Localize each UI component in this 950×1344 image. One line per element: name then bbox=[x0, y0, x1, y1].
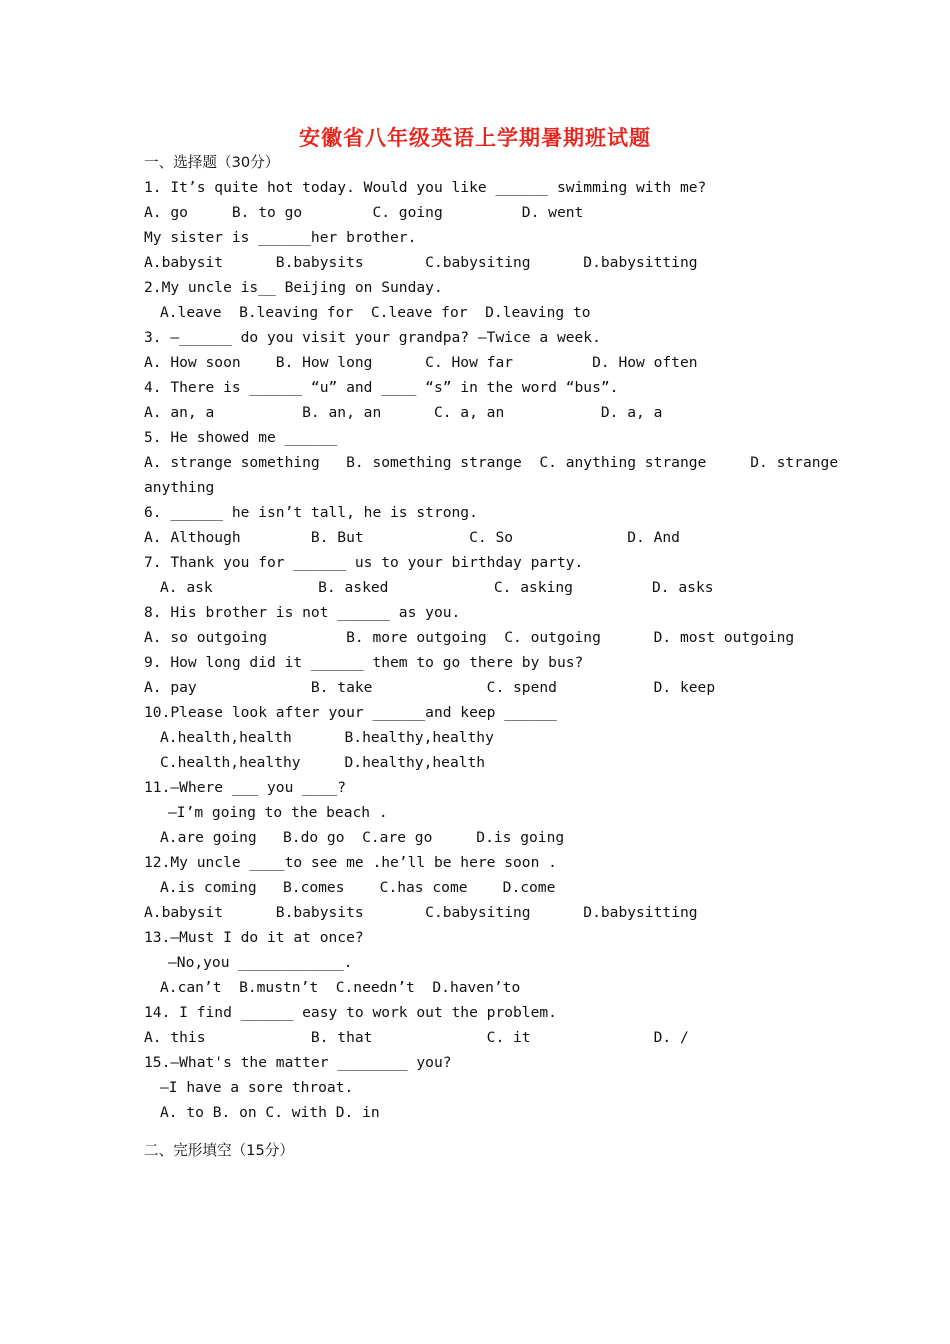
text-line: —No,you ____________. bbox=[168, 954, 353, 971]
text-line: A. ask B. asked C. asking D. asks bbox=[160, 579, 714, 596]
text-line: A.babysit B.babysits C.babysiting D.babysitting bbox=[144, 904, 698, 921]
text-line: 3. —______ do you visit your grandpa? —Twice a week. bbox=[144, 329, 601, 346]
text-line: anything bbox=[144, 479, 215, 496]
text-line: 9. How long did it ______ them to go there by bus? bbox=[144, 654, 584, 671]
text-line: 11.—Where ___ you ____? bbox=[144, 779, 347, 796]
text-line: A.leave B.leaving for C.leave for D.leaving to bbox=[160, 304, 591, 321]
text-line: A. so outgoing B. more outgoing C. outgoing D. most outgoing bbox=[144, 629, 795, 646]
text-line: 4. There is ______ “u” and ____ “s” in the word “bus”. bbox=[144, 379, 619, 396]
text-line: A.can’t B.mustn’t C.needn’t D.haven’to bbox=[160, 979, 521, 996]
text-line: A. How soon B. How long C. How far D. How often bbox=[144, 354, 698, 371]
text-line: A.are going B.do go C.are go D.is going bbox=[160, 829, 565, 846]
text-line: 1. It’s quite hot today. Would you like ______ swimming with me? bbox=[144, 179, 707, 196]
text-line: A.health,health B.healthy,healthy bbox=[160, 729, 494, 746]
text-line: 14. I find ______ easy to work out the problem. bbox=[144, 1004, 557, 1021]
text-line: C.health,healthy D.healthy,health bbox=[160, 754, 486, 771]
text-line: My sister is ______her brother. bbox=[144, 229, 417, 246]
text-line: 15.—What's the matter ________ you? bbox=[144, 1054, 452, 1071]
text-line: 10.Please look after your ______and keep ______ bbox=[144, 704, 557, 721]
text-line: A.is coming B.comes C.has come D.come bbox=[160, 879, 556, 896]
section-heading: 二、完形填空（15分） bbox=[144, 1142, 294, 1159]
text-line: A. go B. to go C. going D. went bbox=[144, 204, 584, 221]
text-line: 5. He showed me ______ bbox=[144, 429, 338, 446]
text-line: A. this B. that C. it D. / bbox=[144, 1029, 689, 1046]
text-line: A. pay B. take C. spend D. keep bbox=[144, 679, 716, 696]
text-line: —I have a sore throat. bbox=[160, 1079, 354, 1096]
text-line: 7. Thank you for ______ us to your birthday party. bbox=[144, 554, 584, 571]
text-line: —I’m going to the beach . bbox=[168, 804, 388, 821]
text-line: 13.—Must I do it at once? bbox=[144, 929, 364, 946]
text-line: A. an, a B. an, an C. a, an D. a, a bbox=[144, 404, 663, 421]
text-line: 6. ______ he isn’t tall, he is strong. bbox=[144, 504, 478, 521]
text-line: A.babysit B.babysits C.babysiting D.babysitting bbox=[144, 254, 698, 271]
text-line: A. Although B. But C. So D. And bbox=[144, 529, 680, 546]
section-heading: 一、选择题（30分） bbox=[144, 154, 280, 171]
text-line: A. strange something B. something strange C. anything strange D. strange bbox=[144, 454, 839, 471]
text-line: 8. His brother is not ______ as you. bbox=[144, 604, 461, 621]
text-line: 12.My uncle ____to see me .he’ll be here soon . bbox=[144, 854, 557, 871]
text-line: 2.My uncle is__ Beijing on Sunday. bbox=[144, 279, 443, 296]
page-title: 安徽省八年级英语上学期暑期班试题 bbox=[299, 125, 651, 150]
text-line: A. to B. on C. with D. in bbox=[160, 1104, 380, 1121]
